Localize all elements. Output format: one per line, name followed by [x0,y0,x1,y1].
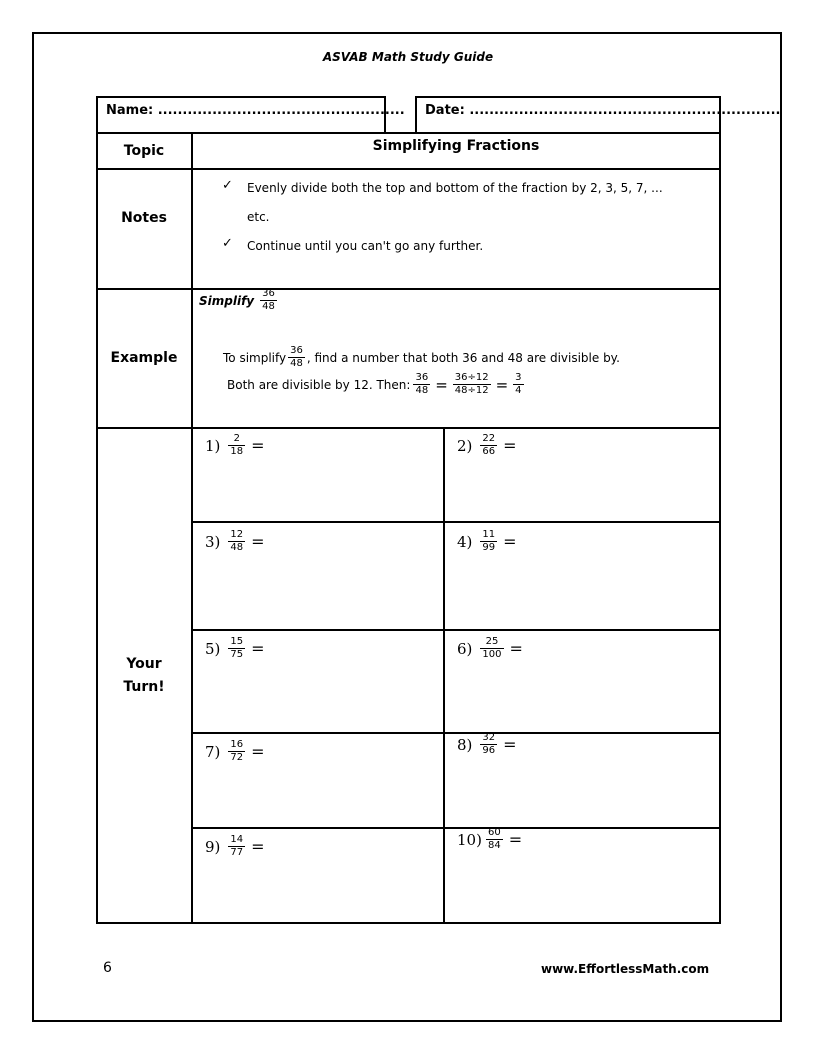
fraction-numerator: 36 [262,288,275,299]
fraction-denominator: 77 [230,847,244,858]
website-link[interactable]: www.EffortlessMath.com [541,962,710,976]
fraction-denominator: 48 [415,385,429,396]
table-line [96,132,98,924]
name-field: Name: .................................................. [106,103,405,118]
table-line [96,168,721,170]
problem-fraction [228,434,245,457]
problem-2 [457,434,517,457]
equals-sign: = [508,830,523,849]
example-line-1-end: , find a number that both 36 and 48 are divisible by. [306,350,620,365]
fraction-denominator: 48÷12 [454,385,489,396]
equals-sign: = [435,375,448,394]
fraction-numerator: 2 [233,433,240,444]
table-line [96,922,721,924]
table-line [443,427,445,924]
fraction-numerator: 32 [482,732,496,743]
example-line-1-start: To simplify [223,350,287,365]
table-line [192,629,721,631]
table-line [192,521,721,523]
equals-sign: = [251,639,265,658]
problem-fraction [228,835,245,858]
date-field: Date: ............................................................... [425,103,781,118]
example-step-2 [453,373,491,396]
table-line [96,132,721,134]
note-item-1: Evenly divide both the top and bottom of the fraction by 2, 3, 5, 7, ... [247,181,663,195]
equals-sign: = [251,837,265,856]
problem-number: 4) [457,532,473,551]
fraction-denominator: 72 [230,752,244,763]
problem-number: 6) [457,639,473,658]
table-line [191,132,193,924]
equals-sign: = [503,436,517,455]
problem-4 [457,530,517,553]
example-prompt [199,289,279,312]
your-turn-label-line-1: Your [126,656,162,672]
page-number: 6 [103,960,112,976]
example-line-1 [223,346,620,369]
fraction-numerator: 36÷12 [454,372,489,383]
problem-fraction [480,530,497,553]
problem-fraction [480,637,503,660]
example-inline-fraction [288,346,305,369]
fraction-denominator: 99 [482,542,496,553]
fraction-numerator: 14 [230,834,244,845]
equals-sign: = [503,532,517,551]
fraction-denominator: 66 [482,446,496,457]
problem-3 [205,530,265,553]
fraction-denominator: 75 [230,649,244,660]
equals-sign: = [495,375,509,394]
fraction-numerator: 3 [515,372,522,383]
problem-10 [457,828,522,851]
fraction-numerator: 22 [482,433,496,444]
fraction-numerator: 15 [230,636,244,647]
fraction-denominator: 18 [230,446,244,457]
equals-sign: = [503,735,517,754]
example-step-1 [413,373,430,396]
checkmark-icon: ✓ [222,236,233,251]
fraction-numerator: 16 [230,739,244,750]
problem-9 [205,835,265,858]
equals-sign: = [251,742,265,761]
problem-number: 1) [205,436,221,455]
notes-label: Notes [121,210,167,226]
checkmark-icon: ✓ [222,178,233,193]
example-line-2 [227,373,526,396]
problem-5 [205,637,265,660]
fraction-denominator: 48 [290,358,303,369]
equals-sign: = [251,436,265,455]
fraction-numerator: 11 [482,529,496,540]
example-fraction [260,289,277,312]
problem-fraction [480,434,497,457]
problem-7 [205,740,265,763]
problem-6 [457,637,523,660]
fraction-denominator: 48 [230,542,244,553]
equals-sign: = [509,639,523,658]
fraction-numerator: 25 [485,636,499,647]
table-line [96,288,721,290]
problem-number: 5) [205,639,221,658]
fraction-denominator: 48 [262,301,275,312]
example-step-3 [513,373,523,396]
page-header-title: ASVAB Math Study Guide [322,50,494,64]
problem-fraction [228,637,245,660]
fraction-numerator: 60 [487,827,501,838]
note-item-2: Continue until you can't go any further. [247,239,484,253]
problem-number: 7) [205,742,221,761]
problem-number: 3) [205,532,221,551]
table-line [96,427,721,429]
fraction-numerator: 36 [415,372,429,383]
date-field-box[interactable] [415,96,781,133]
problem-fraction [486,828,503,851]
note-item-1-continued: etc. [247,210,270,224]
example-simplify-word: Simplify [199,293,255,308]
fraction-denominator: 4 [515,385,522,396]
problem-fraction [480,733,497,756]
problem-number: 9) [205,837,221,856]
fraction-denominator: 100 [482,649,502,660]
topic-label: Topic [123,143,165,159]
problem-1 [205,434,265,457]
problem-number: 2) [457,436,473,455]
fraction-denominator: 84 [487,840,501,851]
example-label: Example [110,350,178,366]
topic-value: Simplifying Fractions [372,138,540,154]
fraction-numerator: 12 [230,529,244,540]
problem-fraction [228,530,245,553]
fraction-denominator: 96 [482,745,496,756]
problem-fraction [228,740,245,763]
problem-number: 8) [457,735,473,754]
equals-sign: = [251,532,265,551]
example-line-2-start: Both are divisible by 12. Then: [227,377,411,392]
problem-number: 10) [457,830,482,849]
problem-8 [457,733,517,756]
name-field-box[interactable] [96,96,405,133]
table-line [719,132,721,924]
fraction-numerator: 36 [290,345,303,356]
your-turn-label-line-2: Turn! [123,679,165,695]
